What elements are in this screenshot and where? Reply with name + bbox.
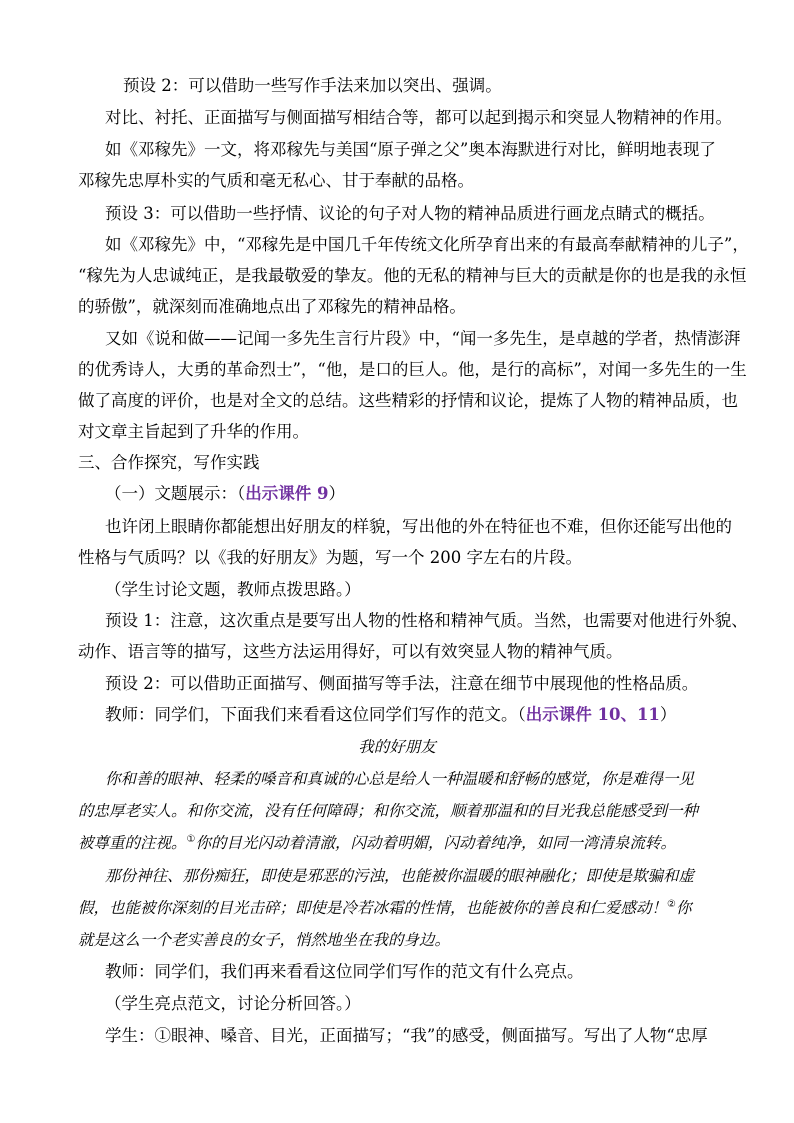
paragraph-student-answer: 学生：①眼神、嗓音、目光，正面描写；“我”的感受，侧面描写。写出了人物“忠厚 — [105, 1026, 708, 1045]
paragraph-wen-quote-1: 又如《说和做——记闻一多先生言行片段》中，“闻一多先生，是卓越的学者，热情澎湃 — [105, 329, 741, 348]
footnote-mark-1: ① — [186, 833, 196, 845]
teacher-line-close: ） — [659, 705, 677, 724]
essay-line-3-start: 被尊重的注视。 — [78, 834, 187, 852]
essay-line-5 — [78, 897, 692, 919]
courseware-ref-10-11: 出示课件 10、11 — [525, 705, 660, 724]
paragraph-teacher-1 — [105, 704, 676, 726]
section-heading: 三、合作探究，写作实践 — [78, 453, 260, 472]
essay-line-4: 那份神往、那份痴狂，即使是邪恶的污浊，也能被你温暖的眼神融化；即使是欺骗和虚 — [105, 867, 695, 885]
essay-line-2: 的忠厚老实人。和你交流，没有任何障碍；和你交流，顺着那温和的目光我总能感受到一种 — [78, 802, 699, 820]
paragraph-wen-quote-3: 做了高度的评价，也是对全文的总结。这些精彩的抒情和议论，提炼了人物的精神品质，也 — [78, 391, 738, 410]
paragraph-deng-example-2: 邓稼先忠厚朴实的气质和毫无私心、甘于奉献的品格。 — [78, 171, 474, 190]
essay-line-5-start: 假，也能被你深刻的目光击碎；即使是冷若冰霜的性情，也能被你的善良和仁爱感动！ — [78, 899, 668, 917]
paragraph-preset-2b: 预设 2：可以借助正面描写、侧面描写等手法，注意在细节中展现他的性格品质。 — [105, 674, 699, 693]
footnote-mark-2: ② — [667, 898, 676, 910]
courseware-ref-9: 出示课件 9 — [245, 484, 329, 503]
subheading-label: （一）文题展示：（ — [105, 484, 246, 503]
essay-line-1: 你和善的眼神、轻柔的嗓音和真诚的心总是给人一种温暖和舒畅的感觉，你是难得一见 — [105, 770, 695, 788]
essay-line-3-end: 你的目光闪动着清澈，闪动着明媚，闪动着纯净，如同一湾清泉流转。 — [195, 834, 676, 852]
paragraph-preset-1-b: 动作、语言等的描写，这些方法运用得好，可以有效突显人物的精神气质。 — [78, 642, 623, 661]
paragraph-preset-3: 预设 3：可以借助一些抒情、议论的句子对人物的精神品质进行画龙点睛式的概括。 — [105, 204, 715, 223]
paragraph-deng-quote-3: 的骄傲”，就深刻而准确地点出了邓稼先的精神品格。 — [78, 297, 466, 316]
teacher-line-text: 教师：同学们，下面我们来看看这位同学们写作的范文。（ — [105, 705, 526, 724]
subheading-topic — [105, 483, 345, 505]
essay-line-6: 就是这么一个老实善良的女子，悄然地坐在我的身边。 — [78, 931, 451, 949]
paragraph-wen-quote-4: 对文章主旨起到了升华的作用。 — [78, 422, 309, 441]
paragraph-deng-quote-1: 如《邓稼先》中，“邓稼先是中国几千年传统文化所孕育出来的有最高奉献精神的儿子”， — [105, 235, 749, 254]
essay-line-5-end: 你 — [675, 899, 692, 917]
paragraph-teacher-2: 教师：同学们，我们再来看看这位同学们写作的范文有什么亮点。 — [105, 962, 584, 981]
paragraph-discussion-note: （学生讨论文题，教师点拨思路。） — [105, 580, 361, 599]
essay-line-3 — [78, 832, 676, 854]
essay-title: 我的好朋友 — [358, 738, 436, 756]
paragraph-preset-1-a: 预设 1：注意，这次重点是要写出人物的性格和精神气质。当然，也需要对他进行外貌、 — [105, 611, 748, 630]
paragraph-preset-2: 预设 2：可以借助一些写作手法来加以突出、强调。 — [123, 76, 502, 95]
paragraph-wen-quote-2: 的优秀诗人，大勇的革命烈士”，“他，是口的巨人。他，是行的高标”，对闻一多先生的一生 — [78, 360, 747, 379]
paragraph-deng-example-1: 如《邓稼先》一文，将邓稼先与美国“原子弹之父”奥本海默进行对比，鲜明地表现了 — [105, 140, 716, 159]
paragraph-contrast: 对比、衬托、正面描写与侧面描写相结合等，都可以起到揭示和突显人物精神的作用。 — [105, 108, 732, 127]
subheading-close: ） — [328, 484, 345, 503]
paragraph-deng-quote-2: “稼先为人忠诚纯正，是我最敬爱的挚友。他的无私的精神与巨大的贡献是你的也是我的永恒 — [78, 266, 747, 285]
paragraph-task-2: 性格与气质吗？以《我的好朋友》为题，写一个 200 字左右的片段。 — [78, 548, 582, 567]
paragraph-task-1: 也许闭上眼睛你都能想出好朋友的样貌，写出他的外在特征也不难，但你还能写出他的 — [105, 517, 732, 536]
paragraph-student-note: （学生亮点范文，讨论分析回答。） — [105, 994, 361, 1013]
